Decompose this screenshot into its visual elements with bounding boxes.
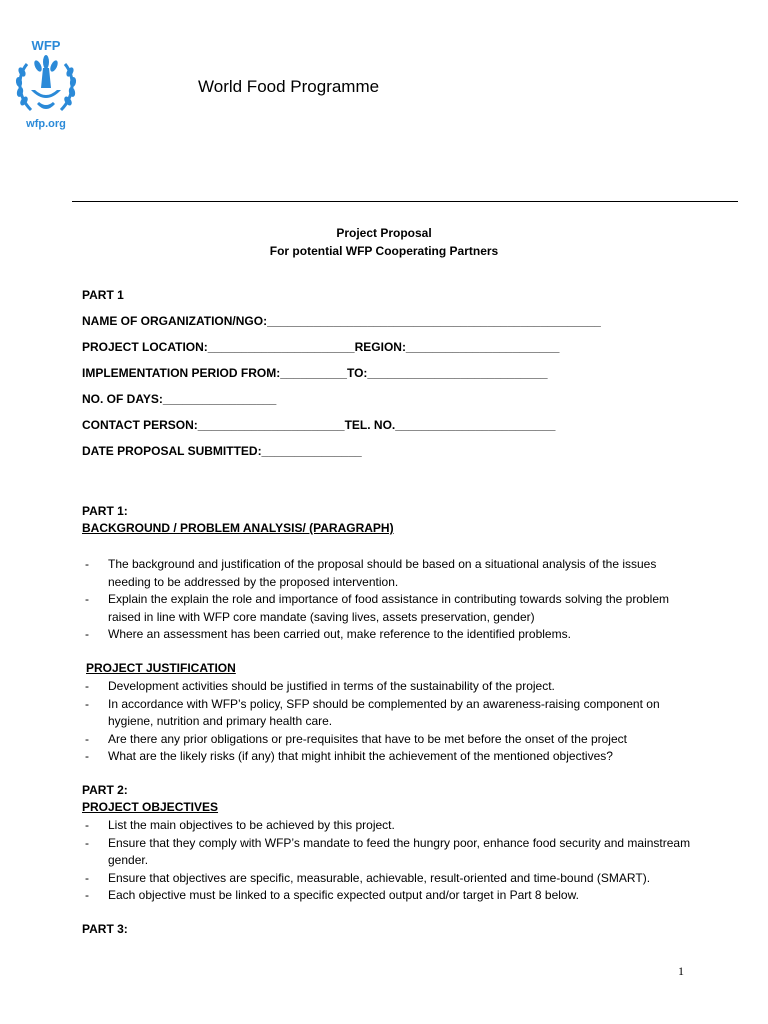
objectives-heading: PROJECT OBJECTIVES (82, 800, 219, 814)
list-item: - Development activities should be justified in terms of the sustainability of the project. (82, 678, 702, 696)
wfp-emblem-icon (13, 54, 79, 118)
list-item: - What are the likely risks (if any) that might inhibit the achievement of the mentioned objectives? (82, 748, 702, 766)
list-item: - Each objective must be linked to a specific expected output and/or target in Part 8 below. (82, 887, 702, 905)
background-list (82, 556, 702, 644)
list-item: - Ensure that they comply with WFP’s mandate to feed the hungry poor, enhance food security and mainstream gender. (82, 835, 702, 870)
justification-heading: PROJECT JUSTIFICATION (86, 661, 236, 675)
objectives-list (82, 817, 702, 905)
background-part-label: PART 1: (82, 504, 128, 518)
list-item: - The background and justification of the proposal should be based on a situational analysis of the issues needing to be addressed by the proposed intervention. (82, 556, 702, 591)
field-implementation-period: IMPLEMENTATION PERIOD FROM:__________TO:___________________________ (82, 366, 548, 380)
list-item: - In accordance with WFP’s policy, SFP should be complemented by an awareness-raising component on hygiene, nutrition and primary health care. (82, 696, 702, 731)
list-item: - List the main objectives to be achieved by this project. (82, 817, 702, 835)
logo-url-text: wfp.org (26, 118, 66, 130)
field-no-of-days: NO. OF DAYS:_________________ (82, 392, 277, 406)
objectives-part-label: PART 2: (82, 783, 128, 797)
background-heading: BACKGROUND / PROBLEM ANALYSIS/ (PARAGRAPH) (82, 521, 394, 535)
document-title: Project Proposal (336, 226, 432, 240)
page-number: 1 (678, 964, 684, 978)
list-item: - Ensure that objectives are specific, measurable, achievable, result-oriented and time-bound (SMART). (82, 870, 702, 888)
organization-name: World Food Programme (198, 77, 380, 96)
field-date-submitted: DATE PROPOSAL SUBMITTED:_______________ (82, 444, 362, 458)
wfp-logo (8, 38, 84, 134)
document-subtitle: For potential WFP Cooperating Partners (269, 244, 499, 258)
field-organization-name: NAME OF ORGANIZATION/NGO:__________________________________________________ (82, 314, 601, 328)
header-divider (72, 201, 738, 202)
part3-label: PART 3: (82, 922, 128, 936)
field-project-location-region: PROJECT LOCATION:______________________REGION:_______________________ (82, 340, 560, 354)
justification-list (82, 678, 702, 766)
list-item: - Explain the explain the role and importance of food assistance in contributing towards solving the problem raised in line with WFP core mandate (saving lives, assets preservation, gender) (82, 591, 702, 626)
field-contact-person-tel: CONTACT PERSON:______________________TEL. NO.________________________ (82, 418, 556, 432)
list-item: - Are there any prior obligations or pre-requisites that have to be met before the onset of the project (82, 731, 702, 749)
logo-brand-text: WFP (31, 38, 61, 53)
list-item: - Where an assessment has been carried out, make reference to the identified problems. (82, 626, 702, 644)
part1-heading: PART 1 (82, 288, 124, 302)
